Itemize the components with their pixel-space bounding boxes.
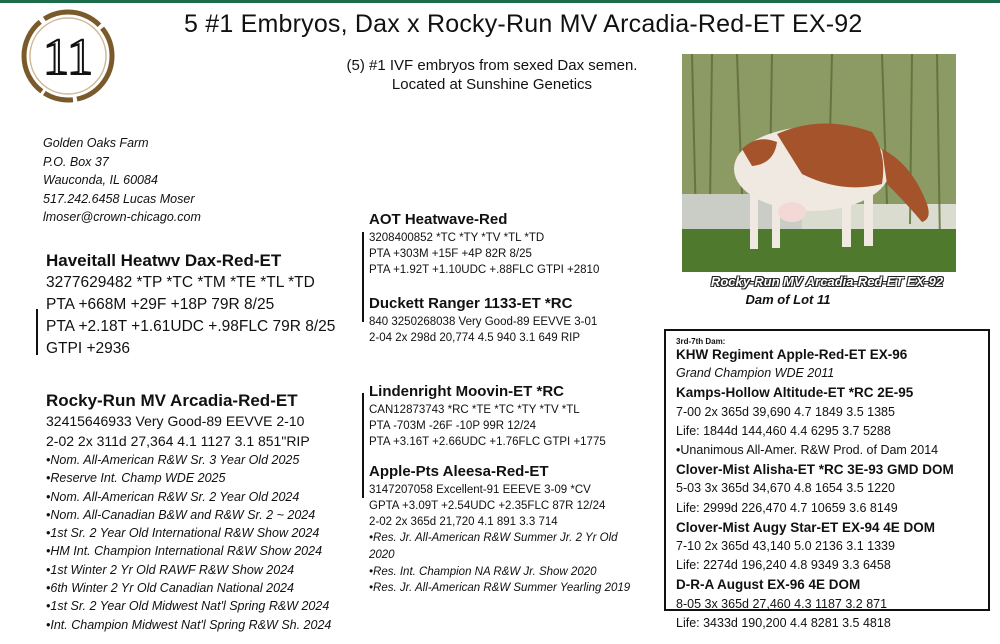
consignor-info	[43, 134, 201, 227]
sire-name: Haveitall Heatwv Dax-Red-ET	[46, 251, 282, 270]
pedigree-line: 5-03 3x 365d 34,670 4.8 1654 3.5 1220	[676, 481, 895, 496]
dam-line: 32415646933 Very Good-89 EEVVE 2-10	[46, 413, 305, 429]
sire-bracket	[36, 309, 38, 355]
extended-pedigree-list	[676, 345, 954, 633]
dam-sire-line: PTA +3.16T +2.66UDC +1.76FLC GTPI +1775	[369, 436, 606, 448]
extended-pedigree-box	[664, 329, 990, 630]
dam-dam-block	[369, 462, 630, 597]
sire-dam-block	[369, 294, 597, 346]
pedigree-line: Life: 3433d 190,200 4.4 8281 3.5 4818	[676, 615, 891, 630]
pedigree-line: Life: 2999d 226,470 4.7 10659 3.6 8149	[676, 500, 898, 515]
sire-dam-line: 840 3250268038 Very Good-89 EEVVE 3-01	[369, 316, 598, 328]
dam-honor: •Nom. All-American R&W Sr. 2 Year Old 2024	[46, 489, 300, 504]
dam-honor: •1st Sr. 2 Year Old Midwest Nat'l Spring R&W 2024	[46, 599, 330, 614]
dam-dam-line: 3147207058 Excellent-91 EEEVE 3-09 *CV	[369, 484, 591, 496]
pedigree-line: •Unanimous All-Amer. R&W Prod. of Dam 2014	[676, 443, 939, 458]
dam-dam-honor: •Res. Jr. All-American R&W Summer Jr. 2 Yr Old	[369, 532, 618, 544]
dam-honor: •Nom. All-Canadian B&W and R&W Sr. 2 ~ 2024	[46, 507, 316, 522]
consignor-phone: 517.242.6458 Lucas Moser	[43, 191, 195, 206]
dam-sire-block	[369, 382, 606, 450]
subtitle-line: Located at Sunshine Genetics	[391, 76, 593, 93]
sire-sire-name: AOT Heatwave-Red	[369, 211, 508, 228]
lot-title: 5 #1 Embryos, Dax x Rocky-Run MV Arcadia-Red-ET EX-92	[184, 10, 863, 38]
lot-number: 11	[42, 29, 94, 86]
sire-dam-line: 2-04 2x 298d 20,774 4.5 940 3.1 649 RIP	[369, 332, 580, 344]
sire-line: 3277629482 *TP *TC *TM *TE *TL *TD	[46, 274, 315, 291]
pedigree-line: Grand Champion WDE 2011	[676, 366, 835, 381]
consignor-email: lmoser@crown-chicago.com	[43, 210, 201, 224]
dam-sire-name: Lindenright Moovin-ET *RC	[369, 383, 564, 400]
dam-dam-honor: 2020	[369, 548, 395, 561]
consignor-city: Wauconda, IL 60084	[43, 173, 158, 187]
dam-dam-honor: •Res. Jr. All-American R&W Summer Yearling 2019	[369, 582, 631, 595]
lot-number-badge	[18, 6, 118, 106]
sire-pedigree-bracket	[362, 232, 364, 322]
dam-honor: •1st Sr. 2 Year Old International R&W Show 2024	[46, 526, 320, 541]
sire-sire-block	[369, 210, 599, 278]
dam-honor: •Nom. All-American R&W Sr. 3 Year Old 2025	[46, 453, 300, 467]
dam-block	[46, 390, 331, 634]
photo-subcaption: Dam of Lot 11	[745, 292, 831, 307]
dam-honor: •6th Winter 2 Yr Old Canadian National 2024	[46, 581, 294, 596]
sire-block	[46, 250, 335, 360]
pedigree-line: D-R-A August EX-96 4E DOM	[676, 577, 861, 593]
sire-line: PTA +2.18T +1.61UDC +.98FLC 79R 8/25	[46, 318, 336, 335]
pedigree-line: 7-00 2x 365d 39,690 4.7 1849 3.5 1385	[676, 404, 895, 419]
dam-honor: •Int. Champion Midwest Nat'l Spring R&W Sh. 2024	[46, 617, 332, 632]
pedigree-line: Life: 2274d 196,240 4.8 9349 3.3 6458	[676, 558, 891, 573]
dam-honor: •HM Int. Champion International R&W Show 2024	[46, 544, 323, 559]
subtitle-line: (5) #1 IVF embryos from sexed Dax semen.	[346, 57, 638, 74]
lot-subtitle	[322, 56, 662, 94]
pedigree-line: 8-05 3x 365d 27,460 4.3 1187 3.2 871	[676, 596, 888, 611]
pedigree-line: Kamps-Hollow Altitude-ET *RC 2E-95	[676, 385, 914, 401]
consignor-address: P.O. Box 37	[43, 154, 109, 169]
dam-sire-line: CAN12873743 *RC *TE *TC *TY *TV *TL	[369, 404, 580, 416]
top-rule	[0, 0, 1000, 3]
sire-line: GTPI +2936	[46, 340, 131, 357]
pedigree-line: Clover-Mist Alisha-ET *RC 3E-93 GMD DOM	[676, 462, 954, 478]
pedigree-line: 7-10 2x 365d 43,140 5.0 2136 3.1 1339	[676, 539, 895, 554]
sire-sire-line: PTA +303M +15F +4P 82R 8/25	[369, 248, 532, 260]
dam-sire-line: PTA -703M -26F -10P 99R 12/24	[369, 420, 537, 432]
dam-pedigree-bracket	[362, 393, 364, 498]
dam-name: Rocky-Run MV Arcadia-Red-ET	[46, 391, 298, 410]
photo-caption: Rocky-Run MV Arcadia-Red-ET EX-92	[710, 274, 944, 289]
consignor-name: Golden Oaks Farm	[43, 136, 149, 150]
sire-sire-line: 3208400852 *TC *TY *TV *TL *TD	[369, 232, 545, 244]
dam-honor: •Reserve Int. Champ WDE 2025	[46, 471, 226, 486]
pedigree-line: Life: 1844d 144,460 4.4 6295 3.7 5288	[676, 423, 891, 438]
sire-sire-line: PTA +1.92T +1.10UDC +.88FLC GTPI +2810	[369, 264, 600, 276]
pedigree-line: Clover-Mist Augy Star-ET EX-94 4E DOM	[676, 519, 936, 535]
sire-dam-name: Duckett Ranger 1133-ET *RC	[369, 295, 573, 312]
pedigree-line: KHW Regiment Apple-Red-ET EX-96	[676, 347, 908, 362]
dam-honor: •1st Winter 2 Yr Old RAWF R&W Show 2024	[46, 562, 295, 577]
dam-line: 2-02 2x 311d 27,364 4.1 1127 3.1 851"RIP	[46, 432, 310, 449]
dam-photo	[682, 54, 956, 272]
extended-pedigree-header: 3rd-7th Dam:	[676, 337, 726, 346]
dam-dam-name: Apple-Pts Aleesa-Red-ET	[369, 463, 549, 480]
dam-dam-honor: •Res. Int. Champion NA R&W Jr. Show 2020	[369, 565, 597, 578]
dam-dam-line: GPTA +3.09T +2.54UDC +2.35FLC 87R 12/24	[369, 500, 606, 512]
dam-dam-line: 2-02 2x 365d 21,720 4.1 891 3.3 714	[369, 516, 558, 528]
sire-line: PTA +668M +29F +18P 79R 8/25	[46, 296, 275, 313]
